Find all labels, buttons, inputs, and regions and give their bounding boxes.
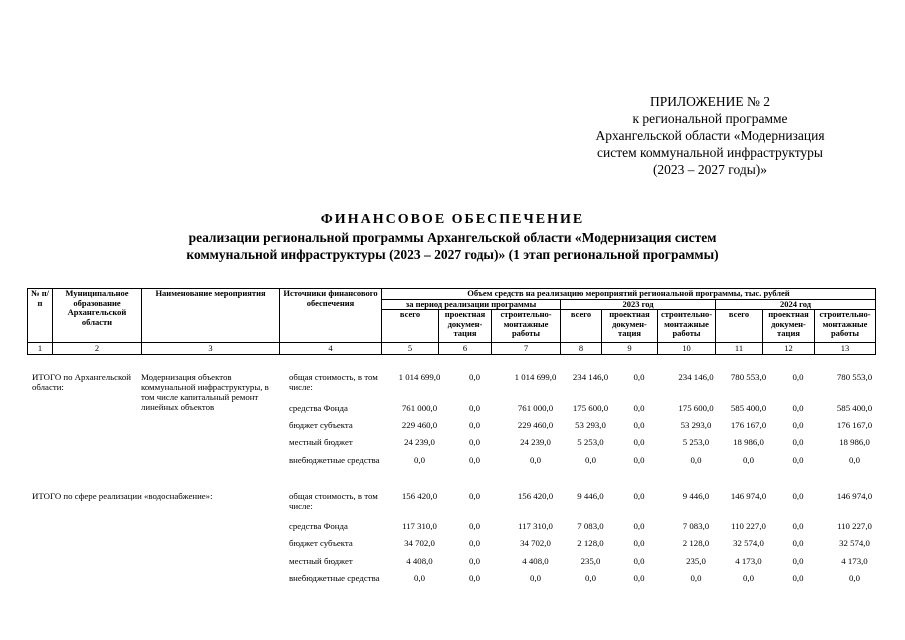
value-cell: 146 974,0 [836,491,873,501]
value-cell: 0,0 [530,455,541,465]
appendix-line: Архангельской области «Модернизация [595,128,825,143]
value-cell: 53 293,0 [575,420,606,430]
value-cell: 1 014 699,0 [514,372,557,382]
value-cell: 4 173,0 [841,556,868,566]
value-cell: 2 128,0 [577,538,604,548]
header-num: № п/п [28,289,53,343]
source-cell: средства Фонда [289,521,348,531]
value-cell: 0,0 [633,556,645,566]
appendix-line: ПРИЛОЖЕНИЕ № 2 [649,94,771,109]
value-cell: 0,0 [849,455,860,465]
value-cell: 7 083,0 [682,521,710,531]
value-cell: 234 146,0 [572,372,609,382]
column-number: 11 [716,343,763,355]
document-subtitle-line-2: коммунальной инфраструктуры (2023 – 2027 годы)» (1 этап региональной программы) [186,247,719,262]
header-construction: строительно- монтажные работы [492,310,561,343]
header-total: всего [561,310,602,343]
value-cell: 175 600,0 [572,403,609,413]
value-cell: 24 239,0 [520,437,551,447]
value-cell: 780 553,0 [730,372,767,382]
value-cell: 0,0 [469,556,480,566]
value-cell: 0,0 [469,455,480,465]
header-construction: строительно- монтажные работы [658,310,716,343]
value-cell: 0,0 [792,420,804,430]
section-label-cell: ИТОГО по сфере реализации «водоснабжение»: [32,491,213,501]
table-row [27,573,885,583]
value-cell: 0,0 [743,455,754,465]
value-cell: 0,0 [469,538,480,548]
value-cell: 0,0 [792,403,804,413]
source-cell: местный бюджет [289,556,353,566]
appendix-line: систем коммунальной инфраструктуры [596,145,823,160]
value-cell: 0,0 [633,521,645,531]
column-number: 4 [280,343,382,355]
value-cell: 585 400,0 [836,403,873,413]
value-cell: 0,0 [690,455,702,465]
source-cell: бюджет субъекта [289,420,353,430]
value-cell: 0,0 [743,573,754,583]
value-cell: 24 239,0 [404,437,435,447]
header-design: проектная докумен- тация [602,310,658,343]
column-number: 5 [382,343,439,355]
value-cell: 1 014 699,0 [398,372,441,382]
document-title: ФИНАНСОВОЕ ОБЕСПЕЧЕНИЕ [320,212,585,227]
table-header [27,288,876,355]
value-cell: 0,0 [792,455,804,465]
value-cell: 0,0 [414,573,425,583]
value-cell: 146 974,0 [730,491,767,501]
header-municipality: Муниципальное образование Архангельской области [53,289,142,343]
value-cell: 34 702,0 [404,538,435,548]
value-cell: 235,0 [686,556,706,566]
column-number: 1 [28,343,53,355]
value-cell: 0,0 [469,573,480,583]
source-cell: общая стоимость, в том числе: [289,372,378,392]
value-cell: 0,0 [469,420,480,430]
value-cell: 4 408,0 [522,556,549,566]
value-cell: 18 986,0 [839,437,870,447]
value-cell: 0,0 [633,538,645,548]
header-event: Наименование мероприятия [142,289,280,343]
source-cell: общая стоимость, в том числе: [289,491,378,511]
source-cell: местный бюджет [289,437,353,447]
table-row [27,455,885,465]
column-number: 2 [53,343,142,355]
value-cell: 0,0 [849,573,860,583]
value-cell: 5 253,0 [682,437,710,447]
source-cell: средства Фонда [289,403,348,413]
value-cell: 0,0 [469,491,480,501]
value-cell: 0,0 [414,455,425,465]
value-cell: 0,0 [585,455,596,465]
value-cell: 176 167,0 [730,420,767,430]
value-cell: 0,0 [633,403,645,413]
event-cell: Модернизация объектов коммунальной инфраструктуры, в том числе капитальный ремонт линейных объектов [141,372,269,412]
value-cell: 9 446,0 [577,491,604,501]
value-cell: 32 574,0 [733,538,764,548]
value-cell: 5 253,0 [577,437,604,447]
value-cell: 229 460,0 [401,420,438,430]
header-total: всего [716,310,763,343]
value-cell: 0,0 [792,573,804,583]
value-cell: 2 128,0 [682,538,710,548]
value-cell: 0,0 [469,437,480,447]
value-cell: 0,0 [469,521,480,531]
value-cell: 0,0 [792,491,804,501]
appendix-line: к региональной программе [632,111,788,126]
value-cell: 235,0 [580,556,601,566]
value-cell: 110 227,0 [731,521,766,531]
value-cell: 34 702,0 [520,538,551,548]
value-cell: 4 408,0 [406,556,433,566]
column-number: 7 [492,343,561,355]
value-cell: 585 400,0 [730,403,767,413]
column-number: 13 [815,343,876,355]
header-sources: Источники финансового обеспечения [280,289,382,343]
source-cell: внебюджетные средства [289,455,380,465]
value-cell: 18 986,0 [733,437,764,447]
value-cell: 0,0 [633,420,645,430]
value-cell: 0,0 [530,573,541,583]
value-cell: 0,0 [633,491,645,501]
value-cell: 0,0 [792,372,804,382]
value-cell: 156 420,0 [401,491,438,501]
column-number: 10 [658,343,716,355]
value-cell: 0,0 [690,573,702,583]
header-design: проектная докумен- тация [763,310,815,343]
source-cell: внебюджетные средства [289,573,380,583]
source-cell: бюджет субъекта [289,538,353,548]
header-year-2024: 2024 год [716,299,876,310]
value-cell: 0,0 [633,437,645,447]
value-cell: 229 460,0 [517,420,554,430]
table-row [27,437,885,447]
header-total: всего [382,310,439,343]
column-number: 9 [602,343,658,355]
value-cell: 4 173,0 [735,556,762,566]
value-cell: 0,0 [633,372,645,382]
value-cell: 0,0 [792,556,804,566]
value-cell: 234 146,0 [678,372,714,382]
table-row [27,420,885,430]
value-cell: 32 574,0 [839,538,870,548]
value-cell: 0,0 [633,455,645,465]
document-subtitle-line-1: реализации региональной программы Архангельской области «Модернизация систем [188,230,717,245]
header-volume: Объем средств на реализацию мероприятий региональной программы, тыс. рублей [382,289,876,300]
value-cell: 0,0 [792,437,804,447]
value-cell: 0,0 [469,372,480,382]
value-cell: 117 310,0 [518,521,553,531]
header-period: за период реализации программы [382,299,561,310]
column-number: 6 [439,343,492,355]
column-number: 12 [763,343,815,355]
municipality-cell: ИТОГО по Архангельской области: [32,372,131,392]
value-cell: 761 000,0 [401,403,438,413]
appendix-block [560,93,860,178]
value-cell: 0,0 [469,403,480,413]
value-cell: 117 310,0 [402,521,437,531]
value-cell: 0,0 [792,521,804,531]
value-cell: 0,0 [633,573,645,583]
value-cell: 0,0 [792,538,804,548]
value-cell: 156 420,0 [517,491,554,501]
value-cell: 7 083,0 [577,521,604,531]
value-cell: 175 600,0 [678,403,714,413]
header-construction: строительно- монтажные работы [815,310,876,343]
table-row [27,403,885,413]
table-row [27,491,885,511]
value-cell: 176 167,0 [836,420,873,430]
table-row [27,538,885,548]
column-number: 8 [561,343,602,355]
value-cell: 761 000,0 [517,403,554,413]
header-design: проектная докумен- тация [439,310,492,343]
header-year-2023: 2023 год [561,299,716,310]
value-cell: 0,0 [585,573,596,583]
value-cell: 110 227,0 [837,521,872,531]
column-number: 3 [142,343,280,355]
value-cell: 780 553,0 [836,372,873,382]
table-row [27,556,885,566]
value-cell: 9 446,0 [682,491,710,501]
table-row [27,521,885,531]
appendix-line: (2023 – 2027 годы)» [652,162,768,177]
value-cell: 53 293,0 [680,420,712,430]
